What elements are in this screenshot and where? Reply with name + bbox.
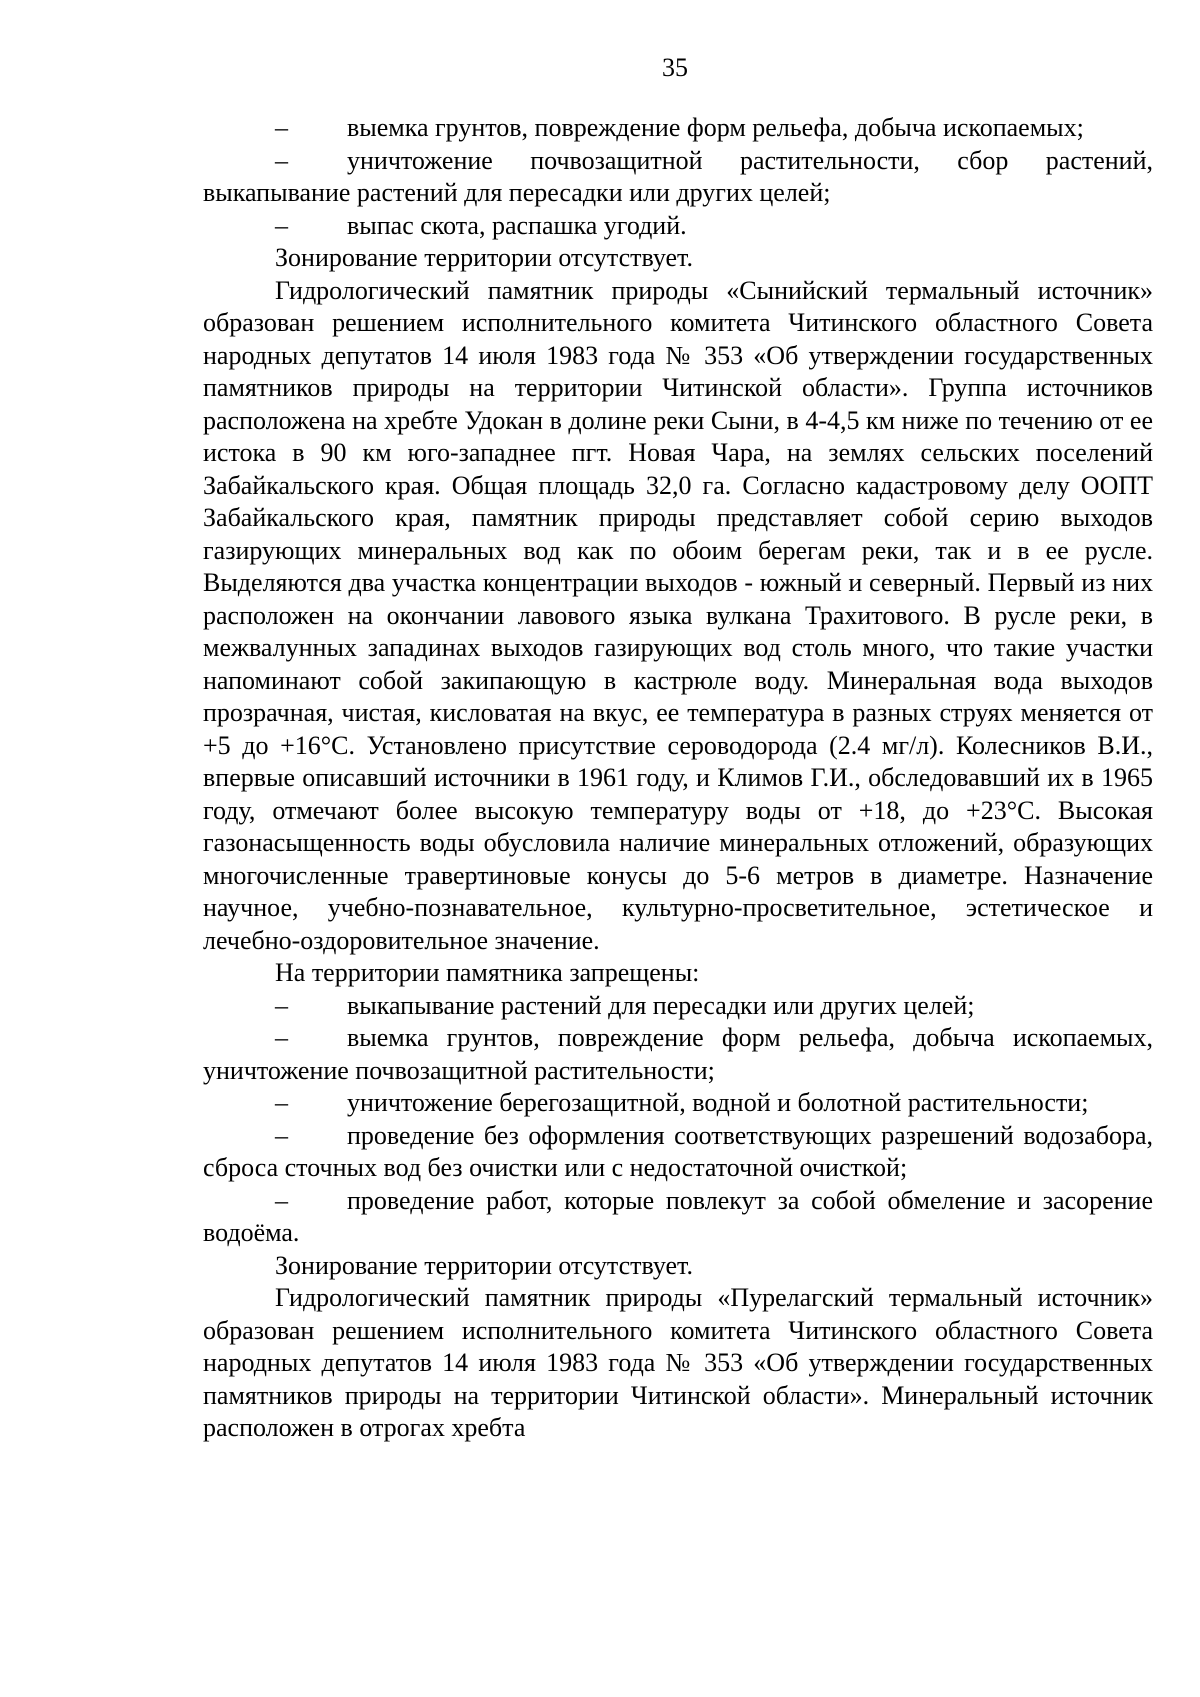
paragraph: Гидрологический памятник природы «Пурелагский термальный источник» образован решением исполнительного комитета Читинского областного Совета народных депутатов 14 июля 1983 года № 353 «Об утверждении государственных памятников природы на территории Читинской области». Минеральный источник расположен в отрогах хребта: [203, 1283, 1153, 1442]
list-item-text: выемка грунтов, повреждение форм рельефа, добыча ископаемых;: [347, 113, 1084, 142]
list-item: [203, 1087, 1153, 1120]
list-item: [203, 1022, 1153, 1087]
document-body: [203, 112, 1153, 1445]
list-dash: –: [275, 210, 288, 240]
paragraph: На территории памятника запрещены:: [275, 958, 700, 987]
list-item-text: уничтожение берегозащитной, водной и болотной растительности;: [347, 1088, 1089, 1117]
list-item-text: уничтожение почвозащитной растительности, сбор растений, выкапывание растений для пересадки или других целей;: [203, 145, 1153, 207]
list-item-text: выпас скота, распашка угодий.: [347, 210, 687, 240]
list-item: [203, 145, 1153, 210]
list-item: [203, 1120, 1153, 1185]
paragraph: Зонирование территории отсутствует.: [275, 1250, 693, 1280]
paragraph: Зонирование территории отсутствует.: [275, 243, 693, 272]
list-dash: –: [275, 1088, 288, 1117]
list-item: [203, 210, 1153, 243]
list-dash: –: [275, 113, 288, 142]
paragraph: Гидрологический памятник природы «Сынийский термальный источник» образован решением исполнительного комитета Читинского областного Совета народных депутатов 14 июля 1983 года № 353 «Об утверждении государственных памятников природы на территории Читинской области». Группа источников расположена на хребте Удокан в долине реки Сыни, в 4-4,5 км ниже по течению от ее истока в 90 км юго-западнее пгт. Новая Чара, на землях сельских поселений Забайкальского края. Общая площадь 32,0 га. Согласно кадастровому делу ООПТ Забайкальского края, памятник природы представляет собой серию выходов газирующих минеральных вод как по обоим берегам реки, так и в ее русле. Выделяются два участка концентрации выходов - южный и северный. Первый из них расположен на окончании лавового языка вулкана Трахитового. В русле реки, в межвалунных западинах выходов газирующих вод столь много, что такие участки напоминают собой закипающую в кастрюле воду. Минеральная вода выходов прозрачная, чистая, кисловатая на вкус, ее температура в разных струях меняется от +5 до +16°С. Установлено присутствие сероводорода (2.4 мг/л). Колесников В.И., впервые описавший источники в 1961 году, и Климов Г.И., обследовавший их в 1965 году, отмечают более высокую температуру воды от +18, до +23°С. Высокая газонасыщенность воды обусловила наличие минеральных отложений, образующих многочисленные травертиновые конусы до 5-6 метров в диаметре. Назначение научное, учебно-познавательное, культурно-просветительное, эстетическое и лечебно-оздоровительное значение.: [203, 275, 1153, 955]
list-dash: –: [275, 990, 288, 1020]
list-dash: –: [275, 1120, 288, 1150]
list-item: [203, 112, 1153, 145]
list-dash: –: [275, 1185, 288, 1215]
list-item: [203, 1185, 1153, 1250]
list-item: [203, 990, 1153, 1023]
list-dash: –: [275, 1023, 288, 1052]
list-item-text: выемка грунтов, повреждение форм рельефа, добыча ископаемых, уничтожение почвозащитной растительности;: [203, 1023, 1153, 1085]
page-number: 35: [662, 53, 688, 82]
list-dash: –: [275, 145, 288, 175]
list-item-text: проведение работ, которые повлекут за собой обмеление и засорение водоёма.: [203, 1185, 1153, 1247]
list-item-text: выкапывание растений для пересадки или других целей;: [347, 990, 975, 1020]
list-item-text: проведение без оформления соответствующих разрешений водозабора, сброса сточных вод без очистки или с недостаточной очисткой;: [203, 1120, 1153, 1182]
